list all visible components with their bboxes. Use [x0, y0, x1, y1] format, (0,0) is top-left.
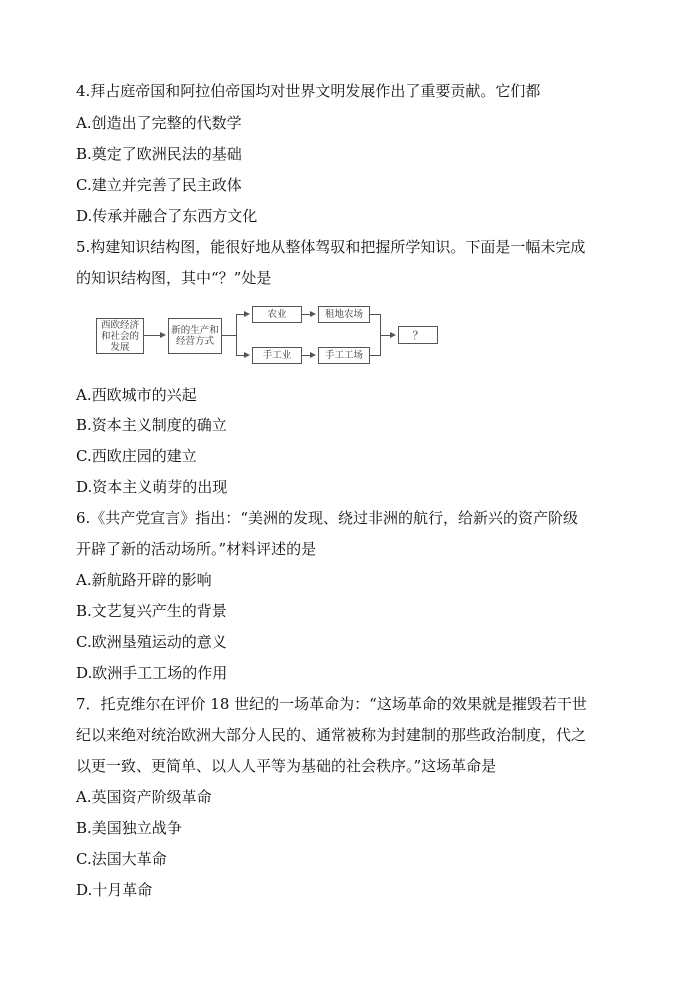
question-7-option-b: B.美国独立战争: [76, 819, 182, 837]
diagram-box-agriculture: 农业: [252, 306, 302, 323]
question-7-option-c: C.法国大革命: [76, 850, 167, 868]
arrow-icon: [310, 352, 316, 358]
connector-line: [380, 335, 390, 336]
question-7-option-d: D.十月革命: [76, 881, 153, 899]
connector-line: [222, 335, 236, 336]
knowledge-structure-diagram: [76, 304, 456, 372]
arrow-icon: [244, 352, 250, 358]
connector-line: [236, 355, 244, 356]
question-5-option-b: B.资本主义制度的确立: [76, 416, 227, 434]
connector-line: [302, 314, 310, 315]
arrow-icon: [310, 311, 316, 317]
question-5-stem-line-2: 的知识结构图，其中“？”处是: [76, 269, 272, 287]
question-4-option-a: A.创造出了完整的代数学: [76, 114, 242, 132]
question-7-stem-line-1: 7．托克维尔在评价 18 世纪的一场革命为：“这场革命的效果就是摧毁若干世: [76, 695, 587, 713]
arrow-icon: [160, 332, 166, 338]
question-6-option-c: C.欧洲垦殖运动的意义: [76, 633, 227, 651]
question-6-option-b: B.文艺复兴产生的背景: [76, 602, 227, 620]
question-6-stem-line-2: 开辟了新的活动场所。”材料评述的是: [76, 540, 317, 558]
connector-line: [144, 335, 160, 336]
arrow-icon: [390, 332, 396, 338]
diagram-box-economy: 西欧经济和社会的发展: [96, 318, 144, 354]
question-7-stem-line-2: 纪以来绝对统治欧洲大部分人民的、通常被称为封建制的那些政治制度，代之: [76, 726, 587, 744]
question-4-option-c: C.建立并完善了民主政体: [76, 176, 242, 194]
question-4-option-d: D.传承并融合了东西方文化: [76, 207, 258, 225]
connector-line: [370, 355, 380, 356]
question-4-option-b: B.奠定了欧洲民法的基础: [76, 145, 242, 163]
question-4-stem: 4.拜占庭帝国和阿拉伯帝国均对世界文明发展作出了重要贡献。它们都: [76, 82, 541, 100]
question-6-option-a: A.新航路开辟的影响: [76, 571, 212, 589]
question-5-stem-line-1: 5.构建知识结构图，能很好地从整体驾驭和把握所学知识。下面是一幅未完成: [76, 238, 586, 256]
question-5-option-c: C.西欧庄园的建立: [76, 447, 197, 465]
arrow-icon: [244, 311, 250, 317]
diagram-box-workshop: 手工工场: [318, 347, 370, 364]
connector-line: [236, 314, 244, 315]
diagram-box-handicraft: 手工业: [252, 347, 302, 364]
question-6-stem-line-1: 6.《共产党宣言》指出：“美洲的发现、绕过非洲的航行，给新兴的资产阶级: [76, 509, 578, 527]
question-7-option-a: A.英国资产阶级革命: [76, 788, 212, 806]
question-5-option-a: A.西欧城市的兴起: [76, 386, 197, 404]
question-7-stem-line-3: 以更一致、更简单、以人人平等为基础的社会秩序。”这场革命是: [76, 757, 497, 775]
connector-line: [236, 314, 237, 356]
connector-line: [370, 314, 380, 315]
connector-line: [302, 355, 310, 356]
question-6-option-d: D.欧洲手工工场的作用: [76, 664, 228, 682]
question-5-option-d: D.资本主义萌芽的出现: [76, 478, 228, 496]
diagram-box-production: 新的生产和经营方式: [168, 318, 222, 354]
diagram-box-leased-farm: 租地农场: [318, 306, 370, 323]
diagram-box-unknown: ？: [398, 326, 438, 344]
